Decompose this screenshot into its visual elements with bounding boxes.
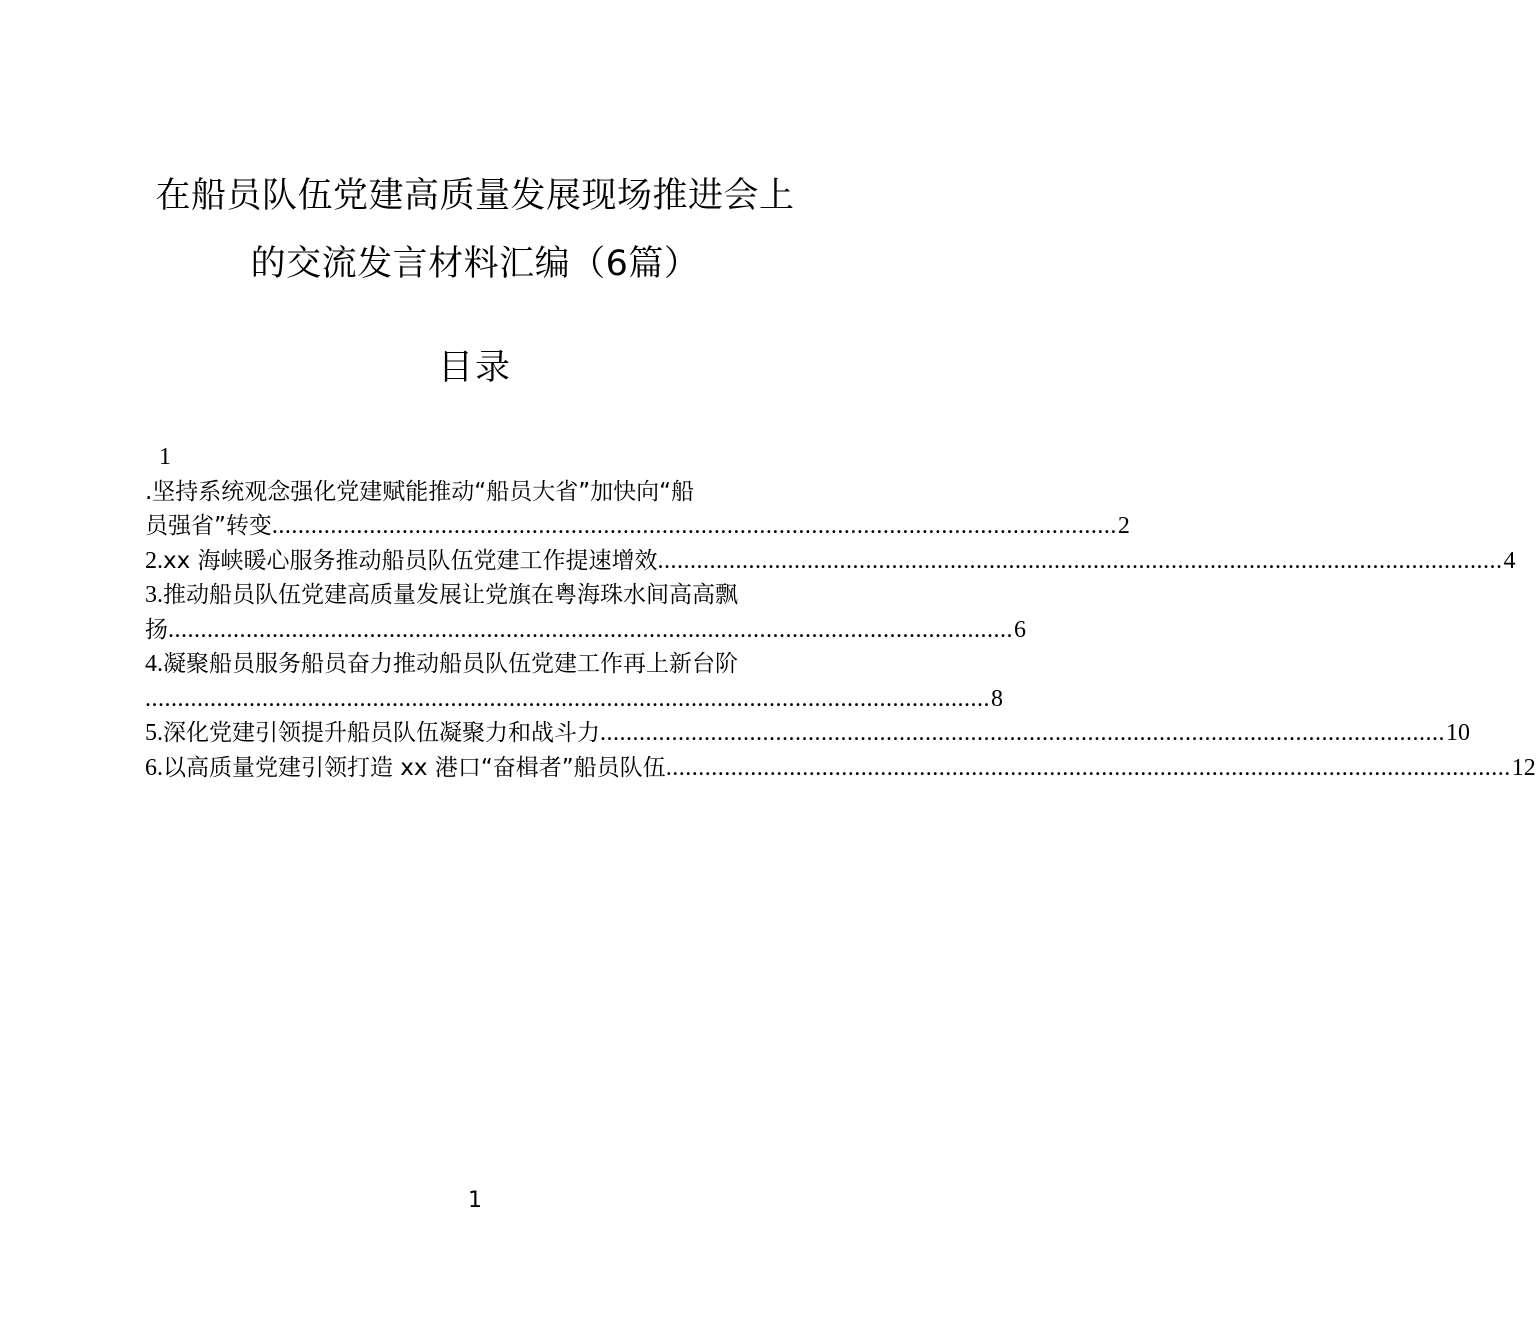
toc-item-3-text-line-1: 推动船员队伍党建高质量发展让党旗在粤海珠水间高高飘 [163, 582, 738, 608]
toc-item-4-text-line-1: 凝聚船员服务船员奋力推动船员队伍党建工作再上新台阶 [163, 651, 738, 677]
page-number-footer: 1 [468, 1188, 482, 1213]
toc-item-3-dot-leader: .................................................................................................................................. [168, 616, 1013, 643]
toc-item-6-dot-leader: .................................................................................................................................. [665, 754, 1511, 781]
document-title-line-1: 在船员队伍党建高质量发展现场推进会上 [155, 176, 795, 216]
toc-item-1-text-line-1: .坚持系统观念强化党建赋能推动“船员大省”加快向“船 [145, 478, 695, 505]
toc-item-6-text: 以高质量党建引领打造 xx 港口“奋楫者”船员队伍 [163, 754, 666, 781]
toc-item-1-page: 2 [1117, 513, 1130, 539]
toc-item-3-line-2[interactable] [145, 613, 1026, 648]
table-of-contents [145, 440, 1536, 785]
toc-item-2-dot-leader: .................................................................................................................................. [657, 547, 1503, 574]
toc-item-5-page: 10 [1446, 720, 1470, 746]
toc-item-4-number: 4. [145, 651, 163, 677]
toc-item-1-line-1[interactable] [145, 475, 806, 510]
toc-item-3-page: 6 [1014, 616, 1026, 643]
toc-item-5-number: 5. [145, 720, 163, 746]
toc-item-3-line-1[interactable] [145, 578, 806, 613]
toc-item-2-text: xx 海峡暖心服务推动船员队伍党建工作提速增效 [163, 547, 658, 574]
toc-item-1-number-line [145, 440, 806, 475]
toc-item-4-line-1[interactable] [145, 647, 806, 682]
toc-item-5-dot-leader: .................................................................................................................................. [600, 720, 1445, 746]
toc-item-6-number: 6. [145, 754, 163, 781]
toc-item-1-line-2[interactable] [145, 509, 1130, 544]
toc-item-4-page: 8 [991, 685, 1003, 712]
toc-item-4-line-2[interactable] [145, 682, 1003, 717]
toc-item-5[interactable] [145, 716, 1470, 751]
toc-item-1-text-line-2: 员强省”转变 [145, 513, 272, 539]
toc-heading: 目录 [437, 348, 512, 388]
toc-item-4-dot-leader: .................................................................................................................................. [145, 685, 990, 712]
toc-item-2[interactable] [145, 544, 1516, 579]
toc-item-2-number: 2. [145, 547, 163, 574]
toc-item-3-number: 3. [145, 582, 163, 608]
toc-item-2-page: 4 [1503, 547, 1516, 574]
toc-item-1-number: 1 [159, 444, 171, 470]
toc-item-1-dot-leader: .................................................................................................................................. [271, 513, 1117, 539]
toc-item-6-page: 12 [1511, 754, 1536, 781]
toc-item-5-text: 深化党建引领提升船员队伍凝聚力和战斗力 [163, 720, 600, 746]
toc-item-6[interactable] [145, 751, 1536, 786]
document-title-line-2: 的交流发言材料汇编（6篇） [250, 244, 700, 284]
toc-item-3-text-line-2: 扬 [145, 616, 168, 643]
